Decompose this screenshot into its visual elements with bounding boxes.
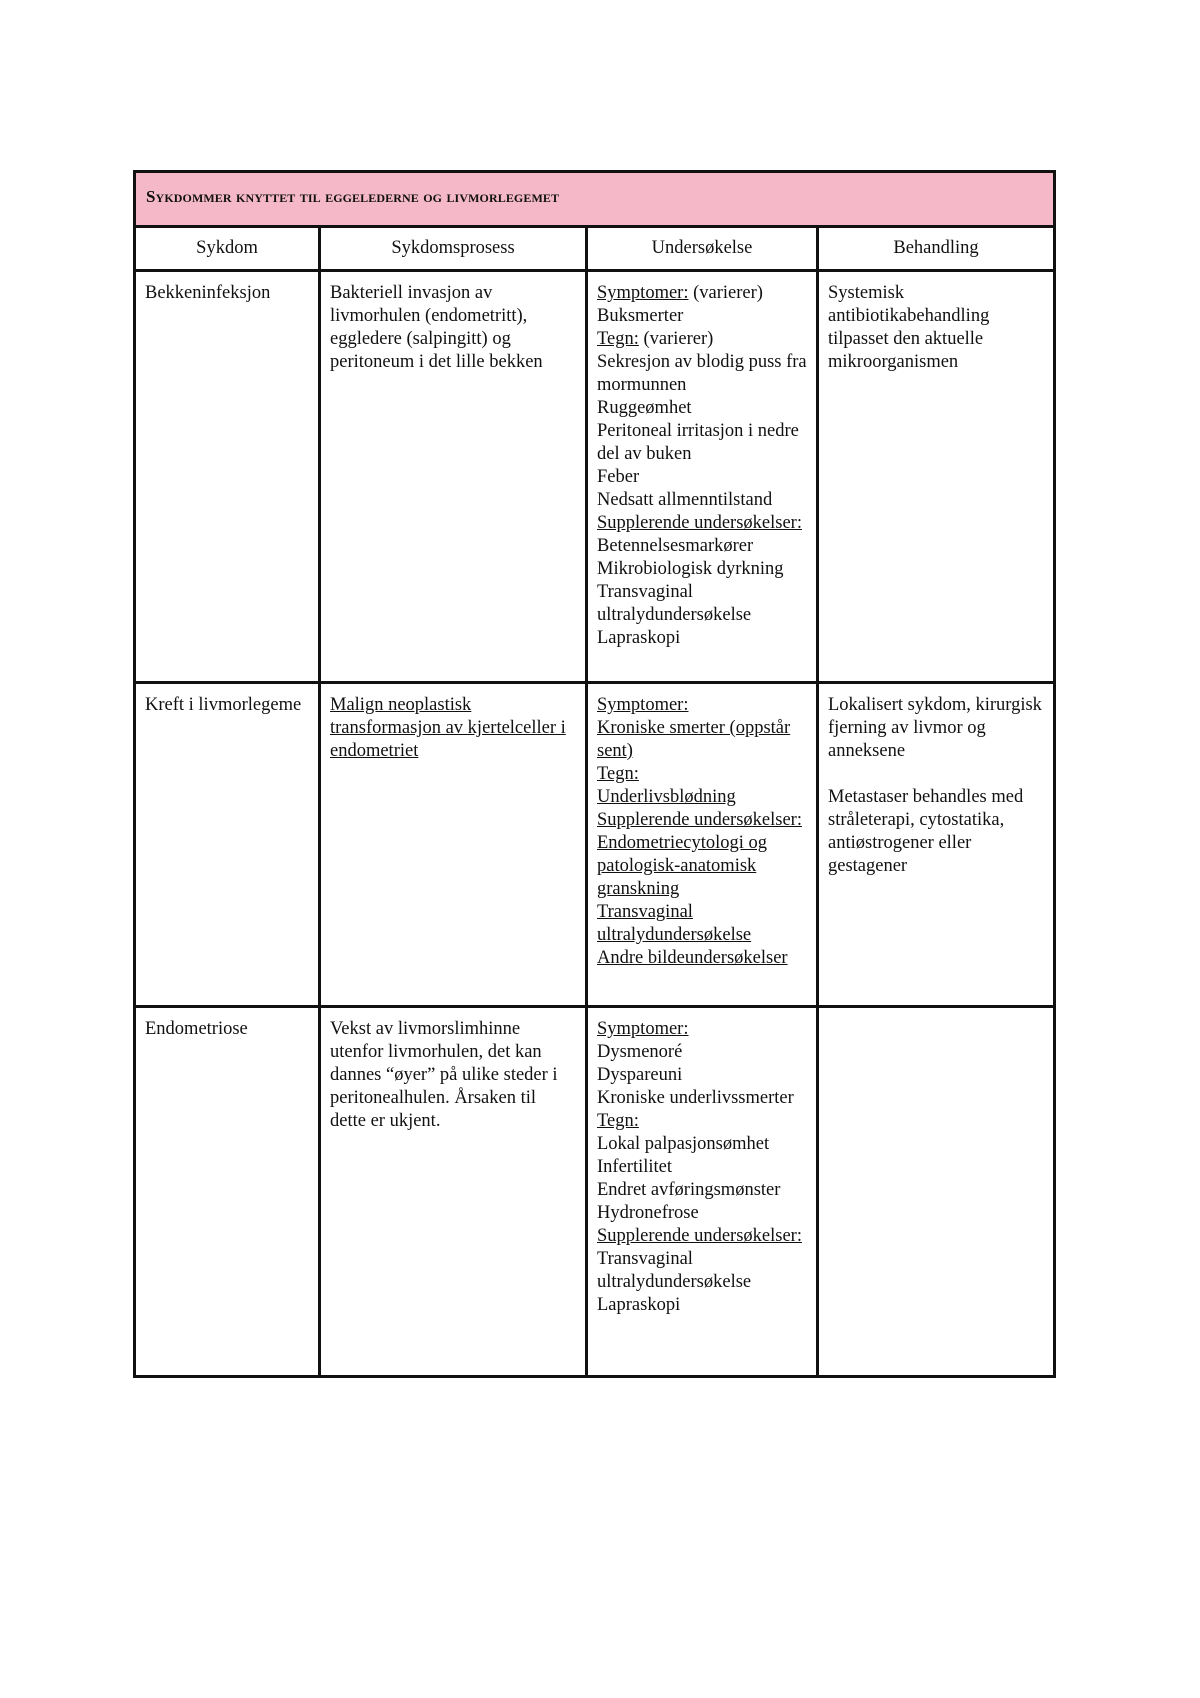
supplementary-item: Transvaginal ultralydundersøkelse: [597, 1249, 752, 1292]
sign-item: Hydronefrose: [597, 1203, 699, 1223]
signs-label: Tegn:: [597, 1111, 639, 1131]
treatment-text: Metastaser behandles med stråleterapi, cytostatika, antiøstrogener eller gestagener: [828, 787, 1024, 876]
exam-cell: [587, 271, 818, 683]
signs-label: Tegn:: [597, 764, 639, 784]
sign-item: Infertilitet: [597, 1157, 672, 1177]
header-disease: Sykdom: [135, 227, 320, 271]
process-text: Bakteriell invasjon av livmorhulen (endometritt), eggledere (salpingitt) og peritoneum i det lille bekken: [330, 283, 543, 372]
disease-table: [133, 170, 1056, 1378]
treatment-text: Lokalisert sykdom, kirurgisk fjerning av livmor og anneksene: [828, 695, 1042, 761]
treatment-cell: [818, 271, 1055, 683]
disease-name: Kreft i livmorlegeme: [145, 695, 302, 715]
table-row: [135, 1007, 1055, 1377]
sign-item: Feber: [597, 467, 640, 487]
sign-item: Sekresjon av blodig puss fra mormunnen: [597, 352, 807, 395]
header-exam: Undersøkelse: [587, 227, 818, 271]
sign-item: Underlivsblødning: [597, 787, 736, 807]
symptom-item: Dysmenoré: [597, 1042, 683, 1062]
sign-item: Ruggeømhet: [597, 398, 692, 418]
supplementary-item: Andre bildeundersøkelser: [597, 948, 788, 968]
process-cell: [320, 1007, 587, 1377]
process-cell: [320, 271, 587, 683]
symptom-item: Buksmerter: [597, 306, 684, 326]
signs-label: Tegn:: [597, 329, 639, 349]
table-row: [135, 271, 1055, 683]
symptoms-heading: [597, 282, 807, 305]
sign-item: Endret avføringsmønster: [597, 1180, 781, 1200]
supplementary-label: Supplerende undersøkelser:: [597, 1226, 802, 1246]
supplementary-item: Betennelsesmarkører: [597, 536, 754, 556]
sign-item: Nedsatt allmenntilstand: [597, 490, 773, 510]
symptom-item: Kroniske underlivssmerter: [597, 1088, 794, 1108]
process-text: Malign neoplastisk transformasjon av kjertelceller i endometriet: [330, 695, 566, 761]
supplementary-item: Lapraskopi: [597, 1295, 681, 1315]
symptom-item: Dyspareuni: [597, 1065, 683, 1085]
supplementary-label: Supplerende undersøkelser:: [597, 810, 802, 830]
sign-item: Peritoneal irritasjon i nedre del av buken: [597, 421, 799, 464]
process-cell: [320, 683, 587, 1007]
disease-name: Bekkeninfeksjon: [145, 283, 271, 303]
signs-heading: [597, 328, 807, 351]
treatment-cell: [818, 1007, 1055, 1377]
supplementary-item: Transvaginal ultralydundersøkelse: [597, 582, 752, 625]
supplementary-item: Mikrobiologisk dyrkning: [597, 559, 784, 579]
supplementary-item: Lapraskopi: [597, 628, 681, 648]
symptoms-label: Symptomer:: [597, 695, 689, 715]
disease-name: Endometriose: [145, 1019, 248, 1039]
title-row: [135, 172, 1055, 227]
supplementary-label: Supplerende undersøkelser:: [597, 513, 802, 533]
disease-cell: [135, 271, 320, 683]
header-process: Sykdomsprosess: [320, 227, 587, 271]
sign-item: Lokal palpasjonsømhet: [597, 1134, 770, 1154]
table-title: Sykdommer knyttet til eggelederne og livmorlegemet: [135, 172, 1055, 227]
treatment-cell: [818, 683, 1055, 1007]
header-row: [135, 227, 1055, 271]
table-row: [135, 683, 1055, 1007]
symptoms-label: Symptomer:: [597, 283, 689, 303]
symptoms-note: (varierer): [693, 283, 763, 303]
exam-cell: [587, 1007, 818, 1377]
header-treatment: Behandling: [818, 227, 1055, 271]
disease-cell: [135, 683, 320, 1007]
supplementary-item: Endometriecytologi og patologisk-anatomisk granskning: [597, 833, 768, 899]
supplementary-item: Transvaginal ultralydundersøkelse: [597, 902, 752, 945]
treatment-text: Systemisk antibiotikabehandling tilpasset den aktuelle mikroorganismen: [828, 283, 990, 372]
signs-note: (varierer): [643, 329, 714, 349]
symptoms-label: Symptomer:: [597, 1019, 689, 1039]
disease-cell: [135, 1007, 320, 1377]
paragraph-gap: [828, 763, 1044, 786]
symptom-item: Kroniske smerter (oppstår sent): [597, 718, 791, 761]
process-text: Vekst av livmorslimhinne utenfor livmorhulen, det kan dannes “øyer” på ulike steder i peritonealhulen. Årsaken til dette er ukjent.: [330, 1019, 558, 1131]
exam-cell: [587, 683, 818, 1007]
